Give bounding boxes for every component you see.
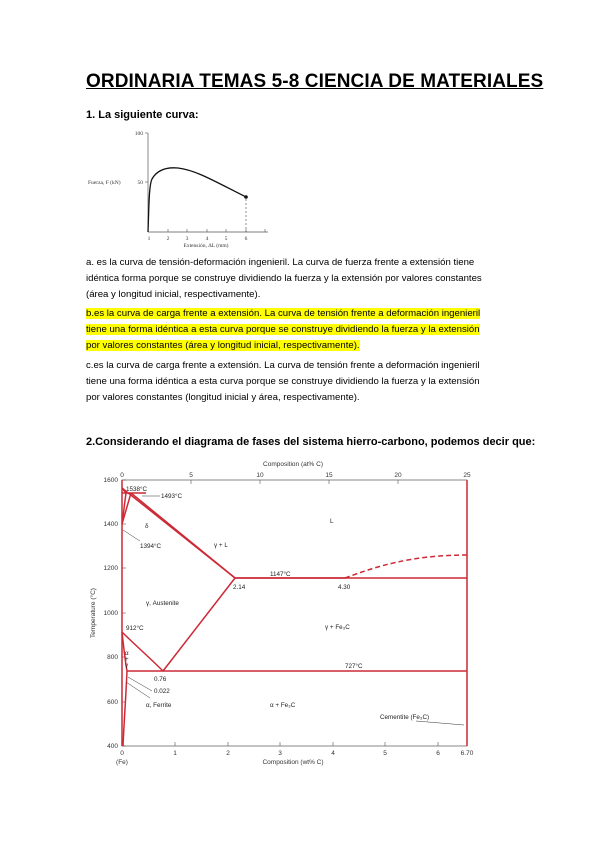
bottom-tick-0: 0 [120,750,124,757]
label-delta: δ [145,523,149,530]
xtick-5: 5 [224,236,228,242]
label-austenite: γ, Austenite [146,600,179,607]
label-ferrite: α, Ferrite [146,702,172,709]
option-c-line-2: tiene una forma idéntica a esta curva porque se construye dividiendo la fuerza y la extensión [86,376,480,387]
top-tick-15: 15 [325,472,333,479]
bottom-tick-5: 5 [383,750,387,757]
bottom-tick-2: 2 [226,750,230,757]
label-1538: 1538°C [126,486,148,493]
ytick-800: 800 [107,654,118,661]
xtick-4: 4 [205,236,209,242]
option-c-line-1: c.es la curva de carga frente a extensión. La curva de tensión frente a deformación ingenieril [86,360,480,371]
question-2-label: 2.Considerando el diagrama de fases del sistema hierro-carbono, podemos decir que: [86,436,536,448]
option-a-line-1: a. es la curva de tensión-deformación ingenieril. La curva de fuerza frente a extensión tiene [86,257,475,268]
bottom-tick-1: 1 [173,750,177,757]
label-1394: 1394°C [140,543,162,550]
label-0-76: 0.76 [154,676,167,683]
force-axis-label: Fuerza, F (kN) [88,180,121,186]
option-b-line-2: tiene una forma idéntica a esta curva porque se construye dividiendo la fuerza y la extensión [86,324,480,335]
label-4-30: 4.30 [338,584,351,591]
ytick-100: 100 [134,131,143,137]
temperature-axis-label: Temperature (°C) [90,588,97,638]
question-1-label: 1. La siguiente curva: [86,109,199,121]
bottom-axis-title: Composition (wt% C) [262,759,324,766]
force-axis [145,133,268,232]
ytick-400: 400 [107,743,118,750]
bottom-tick-4: 4 [331,750,335,757]
top-tick-20: 20 [394,472,402,479]
label-1147: 1147°C [270,571,291,578]
top-tick-25: 25 [463,472,471,479]
liquidus-cementite [345,555,467,578]
label-alpha: α [125,650,129,657]
iron-carbon-phase-diagram [80,455,480,770]
label-0-022: 0.022 [154,688,170,695]
force-extension-figure [86,125,276,253]
label-727: 727°C [345,663,363,670]
bottom-tick-6: 6 [436,750,440,757]
top-tick-10: 10 [256,472,264,479]
top-tick-0: 0 [120,472,124,479]
acm-line [163,578,235,671]
option-b-line-1: b.es la curva de carga frente a extensión. La curva de tensión frente a deformación ingenieril [86,308,481,319]
page-title: ORDINARIA TEMAS 5-8 CIENCIA DE MATERIALES [86,71,544,92]
ytick-1400: 1400 [103,521,118,528]
label-plus: + [125,656,129,663]
xtick-6: 6 [244,236,248,242]
label-gamma: γ [125,662,129,669]
gamma-solidus [131,493,235,578]
label-1493: 1493°C [161,493,183,500]
ytick-1200: 1200 [103,565,118,572]
force-extension-curve [148,168,246,232]
ytick-50: 50 [137,180,143,186]
bottom-axis-ticks [175,742,438,746]
label-gamma-l: γ + L [214,542,228,549]
fracture-point [244,195,248,199]
liquidus-left [122,488,345,578]
option-b-line-3: por valores constantes (área y longitud inicial, respectivamente). [86,340,360,351]
option-c[interactable] [86,358,516,406]
xtick-1: 1 [147,236,151,242]
ytick-600: 600 [107,699,118,706]
top-tick-5: 5 [189,472,193,479]
option-a-line-2: idéntica forma porque se construye dividiendo la fuerza y la extensión por valores constantes [86,273,482,284]
top-axis-title: Composition (at% C) [263,461,323,468]
ytick-1600: 1600 [103,477,118,484]
label-912: 912°C [126,625,144,632]
extension-axis-label: Extensión, ΔL (mm) [183,243,229,249]
label-cementite: Cementite (Fe₃C) [380,714,430,721]
ytick-1000: 1000 [103,610,118,617]
label-L: L [330,518,334,525]
label-gamma-fe3c: γ + Fe₃C [325,624,350,631]
top-axis-ticks [191,480,398,484]
label-2-14: 2.14 [233,584,246,591]
xtick-2: 2 [166,236,170,242]
option-b-highlighted[interactable] [86,306,516,354]
option-c-line-3: por valores constantes (longitud inicial y área, respectivamente). [86,392,360,403]
bottom-tick-3: 3 [278,750,282,757]
option-a[interactable] [86,255,516,303]
option-a-line-3: (área y longitud inicial, respectivamente). [86,289,261,300]
fe-label: (Fe) [116,759,128,766]
xtick-3: 3 [185,236,189,242]
label-alpha-fe3c: α + Fe₃C [270,702,296,709]
bottom-tick-6-70: 6.70 [460,750,474,757]
